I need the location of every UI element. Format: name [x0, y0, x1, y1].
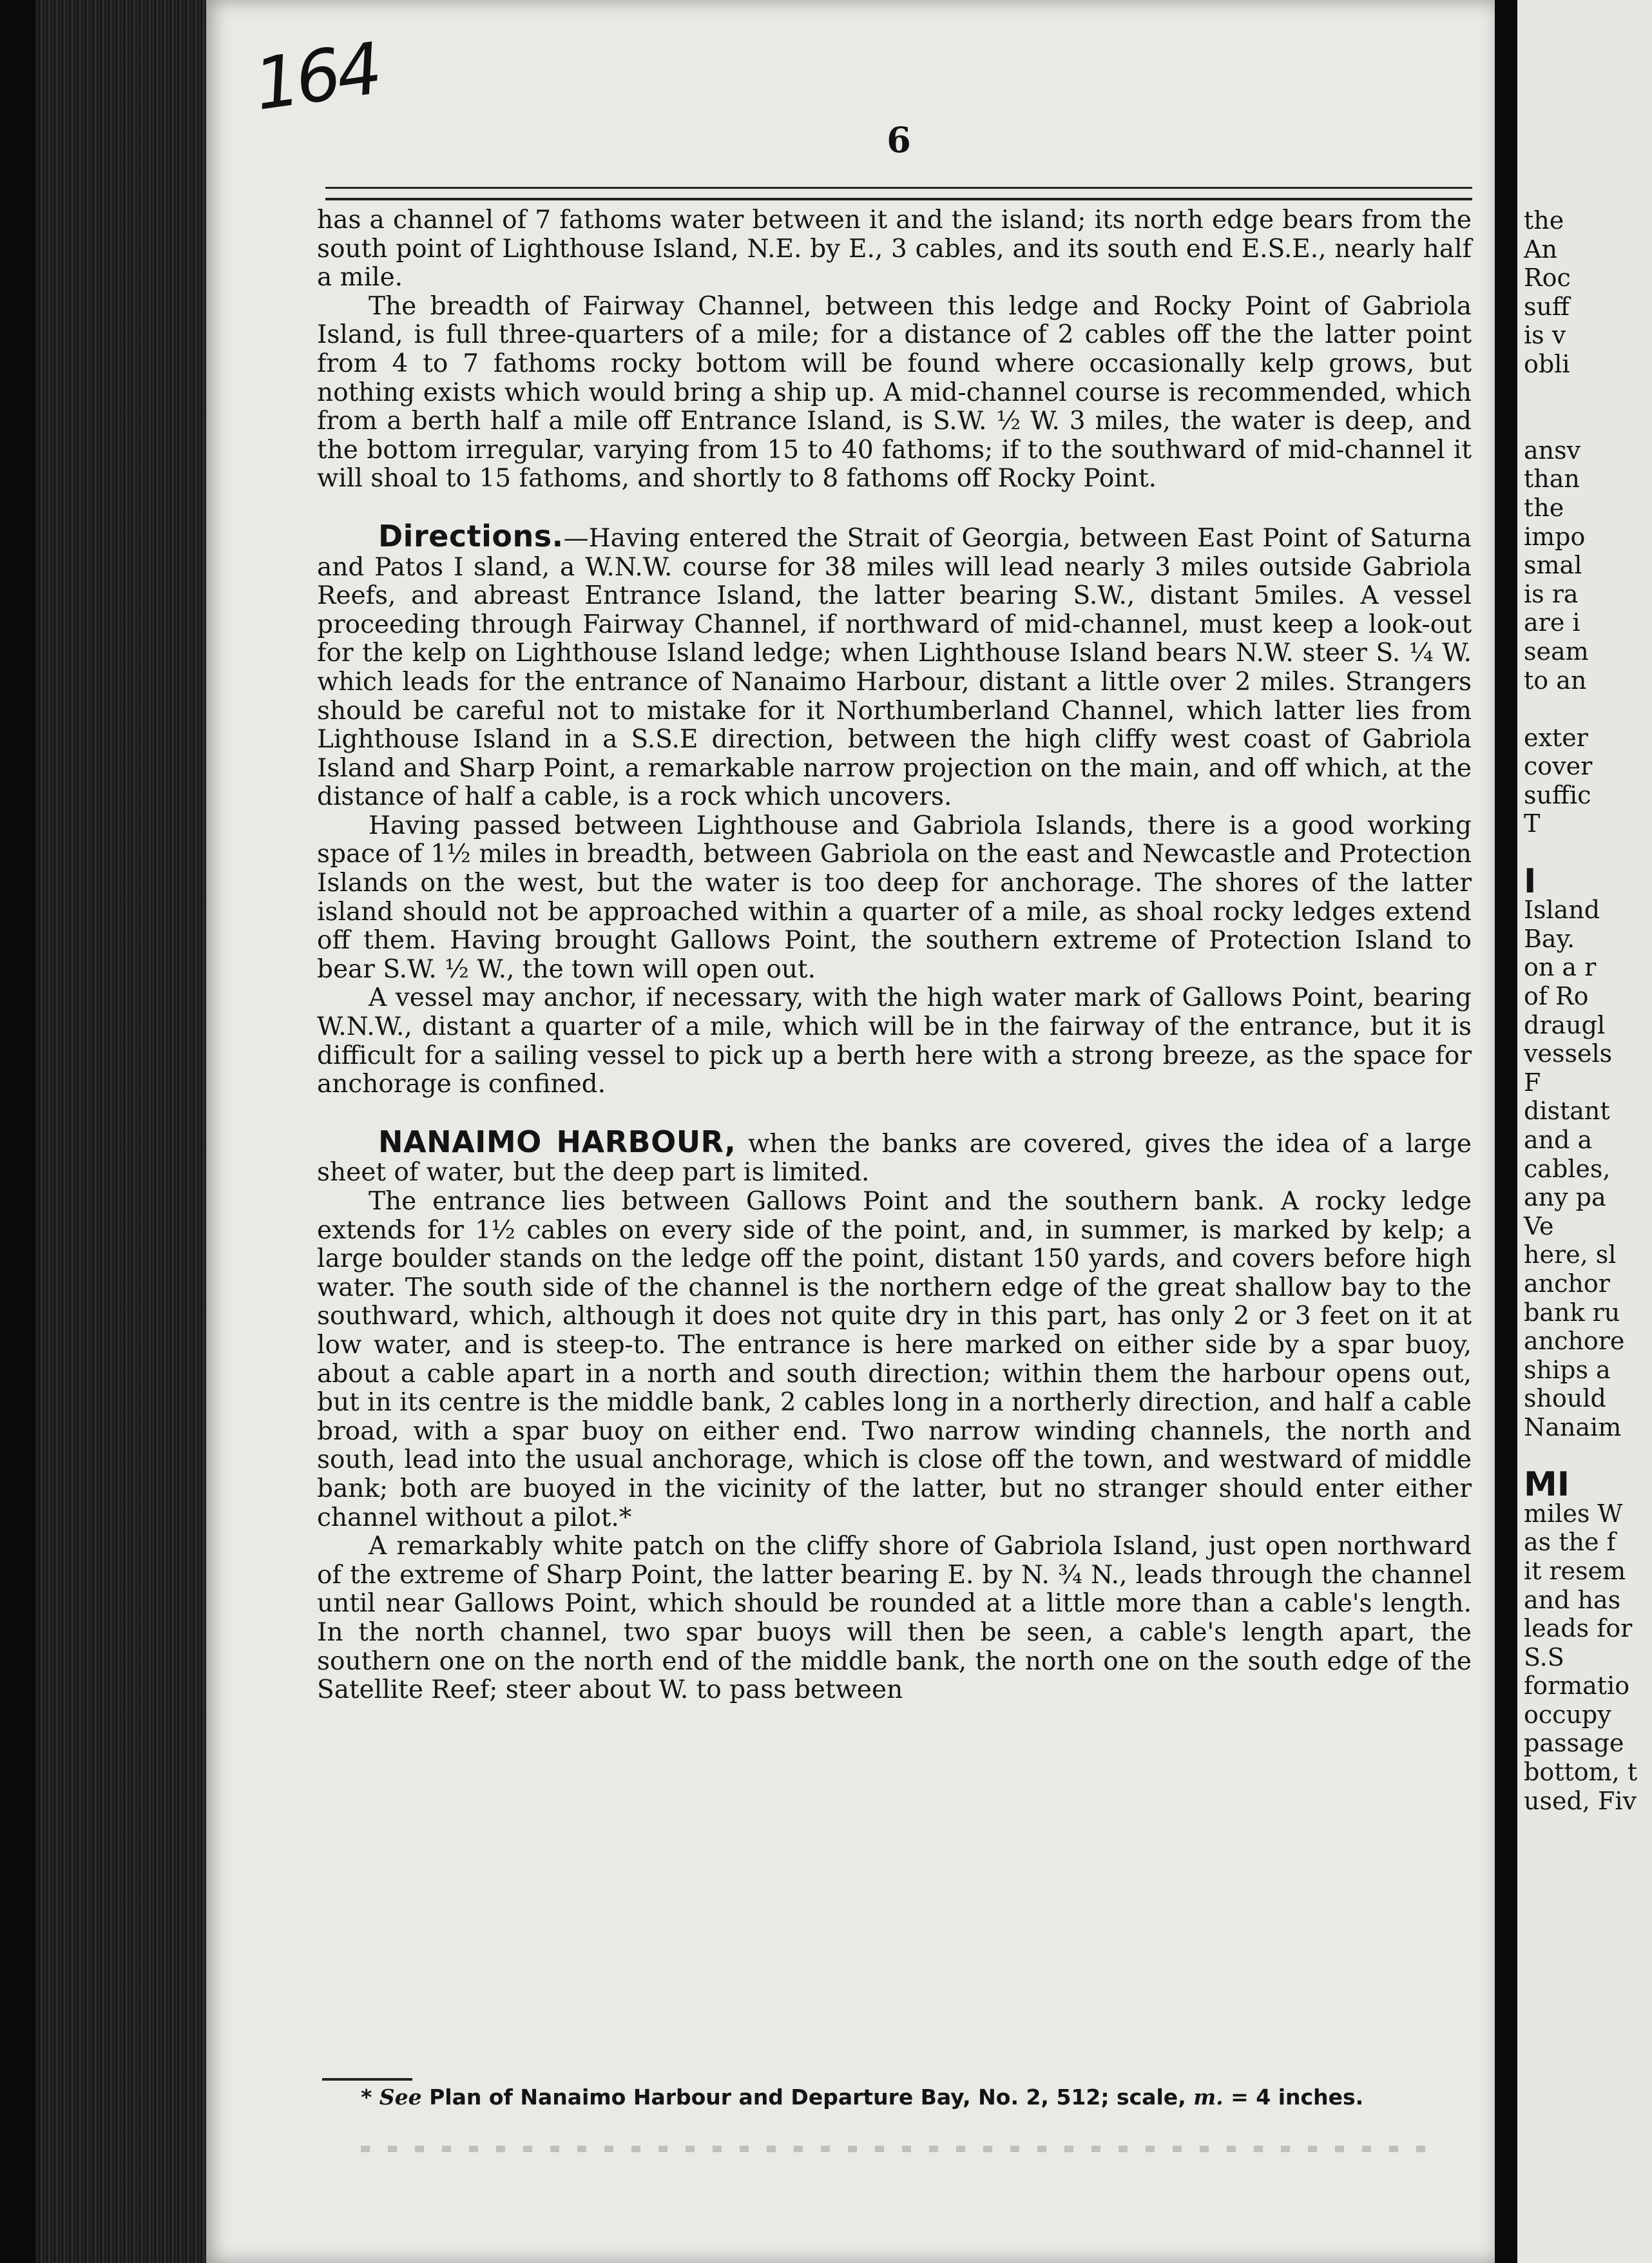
- adjacent-page-line: bank ru: [1524, 1298, 1620, 1327]
- adjacent-page-line: leads for: [1524, 1614, 1633, 1643]
- heading-nanaimo-harbour: NANAIMO HARBOUR,: [378, 1124, 736, 1159]
- adjacent-page-line: any pa: [1524, 1183, 1606, 1212]
- adjacent-page-line: Bay.: [1524, 924, 1575, 953]
- adjacent-page-line: I: [1524, 862, 1537, 901]
- adjacent-page-line: passage: [1524, 1729, 1624, 1758]
- adjacent-page-line: F: [1524, 1068, 1541, 1097]
- adjacent-page-line: An: [1524, 235, 1557, 264]
- adjacent-page-line: than: [1524, 465, 1580, 494]
- adjacent-page-line: occupy: [1524, 1700, 1611, 1729]
- adjacent-page-line: the: [1524, 493, 1564, 522]
- adjacent-page-line: formatio: [1524, 1671, 1630, 1700]
- adjacent-page-line: impo: [1524, 522, 1586, 551]
- adjacent-page-line: suffic: [1524, 780, 1591, 809]
- paragraph-anchor-gallows: A vessel may anchor, if necessary, with the high water mark of Gallows Point, bearing W.N.W., distant a quarter of a mile, which will be in the fairway of the entrance, but it is difficult for a sailing vessel to pick up a berth here with a strong breeze, as the space for anchorage is confined.: [317, 983, 1472, 1099]
- adjacent-page-line: should: [1524, 1384, 1606, 1413]
- adjacent-page-line: to an: [1524, 666, 1587, 695]
- adjacent-page-line: S.S: [1524, 1642, 1564, 1671]
- adjacent-page-line: exter: [1524, 723, 1588, 752]
- page-number: 6: [887, 119, 911, 160]
- footnote: * See Plan of Nanaimo Harbour and Departure Bay, No. 2, 512; scale, m. = 4 inches.: [361, 2085, 1364, 2110]
- adjacent-page-line: used, Fiv: [1524, 1786, 1637, 1815]
- paragraph-fairway-channel: The breadth of Fairway Channel, between this ledge and Rocky Point of Gabriola Island, is full three-quarters of a mile; for a distance of 2 cables off the the latter point from 4 to 7 fathoms rocky bottom will be found where occasionally kelp grows, but nothing exists which would bring a ship up. A mid-channel course is recommended, which from a berth half a mile off Entrance Island, is S.W. ½ W. 3 miles, the water is deep, and the bottom irregular, varying from 15 to 40 fathoms; if to the southward of mid-channel it will shoal to 15 fathoms, and shortly to 8 fathoms off Rocky Point.: [317, 291, 1472, 494]
- adjacent-page-line: vessels: [1524, 1039, 1613, 1068]
- adjacent-page-line: suff: [1524, 292, 1570, 321]
- adjacent-page-line: [1524, 695, 1652, 724]
- adjacent-page-line: of Ro: [1524, 982, 1589, 1011]
- adjacent-page-line: miles W: [1524, 1499, 1623, 1528]
- adjacent-page-line: and has: [1524, 1585, 1621, 1614]
- adjacent-page-line: cover: [1524, 752, 1593, 781]
- directions-text: —Having entered the Strait of Georgia, between East Point of Saturna and Patos I sland, a W.N.W. course for 38 miles will lead nearly 3 miles outside Gabriola Reefs, and abreast Entrance Island, the latter bearing S.W., distant 5miles. A vessel proceeding through Fairway Channel, if northward of mid-channel, must keep a look-out for the kelp on Lighthouse Island ledge; when Lighthouse Island bears N.W. steer S. ¼ W. which leads for the entrance of Nanaimo Harbour, distant a little over 2 miles. Strangers should be careful not to mistake for it Northumberland Channel, which latter lies from Lighthouse Island in a S.S.E direction, between the high cliffy west coast of Gabriola Island and Sharp Point, a remarkable narrow projection on the main, and off which, at the distance of half a cable, is a rock which uncovers.: [317, 523, 1472, 812]
- nanaimo-intro-text: when the banks are covered, gives the idea of a large sheet of water, but the deep part is limited.: [317, 1129, 1472, 1188]
- adjacent-page-line: bottom, t: [1524, 1758, 1638, 1787]
- paragraph-entrance: The entrance lies between Gallows Point and the southern bank. A rocky ledge extends for 1½ cables on every side of the point, and, in summer, is marked by kelp; a large boulder stands on the ledge off the point, distant 150 yards, and covers before high water. The south side of the channel is the northern edge of the great shallow bay to the southward, which, although it does not quite dry in this part, has only 2 or 3 feet on it at low water, and is steep-to. The entrance is here marked on either side by a spar buoy, about a cable apart in a north and south direction; within them the harbour opens out, but in its centre is the middle bank, 2 cables long in a northerly direction, and half a cable broad, with a spar buoy on either end. Two narrow winding channels, the north and south, lead into the usual anchorage, which is close off the town, and westward of middle bank; both are buoyed in the vicinity of the latter, but no stranger should enter either channel without a pilot.*: [317, 1187, 1472, 1532]
- adjacent-page-line: is v: [1524, 321, 1566, 350]
- bleed-through-marks: [361, 2146, 1430, 2152]
- header-double-rule: [325, 187, 1472, 200]
- adjacent-page-line: MI: [1524, 1465, 1570, 1505]
- paragraph-directions: [317, 518, 1472, 812]
- adjacent-page-line: [1524, 407, 1652, 436]
- adjacent-page-line: Nanaim: [1524, 1412, 1622, 1441]
- heading-directions: Directions.: [378, 518, 564, 554]
- adjacent-page-line: smal: [1524, 551, 1582, 580]
- footnote-text: Plan of Nanaimo Harbour and Departure Bay, No. 2, 512; scale,: [421, 2085, 1194, 2110]
- adjacent-page-line: ansv: [1524, 436, 1581, 465]
- book-spine-gutter: [35, 0, 206, 2263]
- footnote-scale: = 4 inches.: [1223, 2085, 1364, 2110]
- adjacent-page-line: anchor: [1524, 1269, 1610, 1298]
- adjacent-page-line: is ra: [1524, 579, 1579, 608]
- paragraph-ledge-continuation: has a channel of 7 fathoms water between it and the island; its north edge bears from the south point of Lighthouse Island, N.E. by E., 3 cables, and its south end E.S.E., nearly half a mile.: [317, 206, 1472, 293]
- paragraph-nanaimo-harbour: [317, 1124, 1472, 1188]
- footnote-m: m.: [1193, 2085, 1224, 2110]
- paragraph-gabriola-passage: Having passed between Lighthouse and Gabriola Islands, there is a good working space of 1½ miles in breadth, between Gabriola on the east and Newcastle and Protection Islands on the west, but the water is too deep for anchorage. The shores of the latter island should not be approached within a quarter of a mile, as shoal rocky ledges extend off them. Having brought Gallows Point, the southern extreme of Protection Island to bear S.W. ½ W., the town will open out.: [317, 811, 1472, 984]
- adjacent-page-line: distant: [1524, 1097, 1610, 1126]
- adjacent-page-line: Roc: [1524, 264, 1571, 293]
- adjacent-page-line: as the f: [1524, 1528, 1616, 1557]
- paragraph-white-patch: A remarkably white patch on the cliffy shore of Gabriola Island, just open northward of the extreme of Sharp Point, the latter bearing E. by N. ¾ N., leads through the channel until near Gallows Point, which should be rounded at a little more than a cable's length. In the north channel, two spar buoys will then be seen, a cable's length apart, the southern one on the north end of the middle bank, the north one on the south edge of the Satellite Reef; steer about W. to pass between: [317, 1532, 1472, 1705]
- adjacent-page-line: ships a: [1524, 1355, 1611, 1384]
- adjacent-page-line: cables,: [1524, 1154, 1611, 1183]
- adjacent-page-line: are i: [1524, 608, 1580, 637]
- footnote-see: See: [379, 2085, 422, 2110]
- adjacent-page-line: the: [1524, 206, 1564, 235]
- adjacent-page-line: anchore: [1524, 1327, 1625, 1356]
- adjacent-page-line: seam: [1524, 637, 1589, 666]
- adjacent-page-line: here, sl: [1524, 1240, 1617, 1269]
- adjacent-page-line: obli: [1524, 349, 1570, 378]
- footnote-rule: [322, 2078, 412, 2081]
- main-text-column: [317, 206, 1472, 1705]
- adjacent-page-line: T: [1524, 809, 1541, 838]
- adjacent-page-line: and a: [1524, 1126, 1593, 1154]
- adjacent-page-line: [1524, 379, 1652, 408]
- adjacent-page-line: on a r: [1524, 953, 1597, 982]
- adjacent-page-line: Island: [1524, 896, 1600, 925]
- adjacent-page-line: draugl: [1524, 1010, 1606, 1039]
- handwritten-folio-number: 164: [249, 27, 383, 126]
- adjacent-page-line: it resem: [1524, 1556, 1626, 1585]
- adjacent-page-lines: [1524, 206, 1652, 1815]
- adjacent-page-line: Ve: [1524, 1211, 1554, 1240]
- adjacent-page-fragment: [1511, 0, 1652, 2263]
- adjacent-page-line: [1524, 838, 1652, 867]
